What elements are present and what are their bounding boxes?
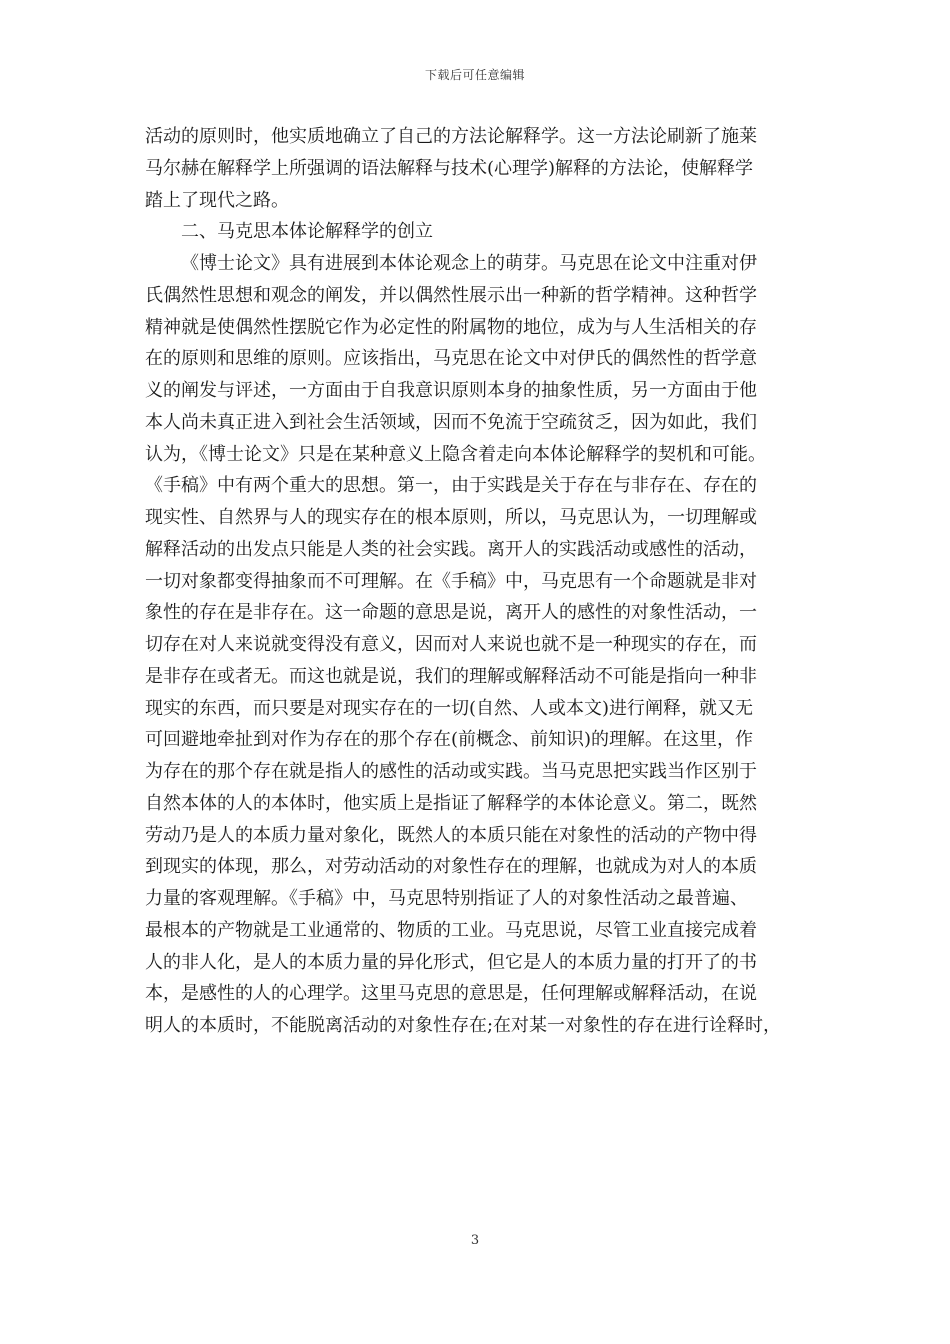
text-line: 力量的客观理解。《手稿》中，马克思特别指证了人的对象性活动之最普遍、	[145, 888, 748, 909]
text-line: 最根本的产物就是工业通常的、物质的工业。马克思说，尽管工业直接完成着	[145, 919, 757, 941]
page-number: 3	[470, 1233, 480, 1248]
text-line: 可回避地牵扯到对作为存在的那个存在(前概念、前知识)的理解。在这里，作	[145, 729, 754, 751]
text-line: 明人的本质时，不能脱离活动的对象性存在;在对某一对象性的存在进行诠释时，	[145, 1015, 782, 1036]
text-line: 一切对象都变得抽象而不可理解。在《手稿》中，马克思有一个命题就是非对	[145, 570, 757, 592]
text-line: 为存在的那个存在就是指人的感性的活动或实践。当马克思把实践当作区别于	[145, 761, 757, 782]
section-heading: 二、马克思本体论解释学的创立	[181, 221, 433, 243]
text-line: 在的原则和思维的原则。应该指出，马克思在论文中对伊氏的偶然性的哲学意	[145, 348, 757, 370]
text-line: 人的非人化，是人的本质力量的异化形式，但它是人的本质力量的打开了的书	[145, 951, 757, 973]
text-line: 劳动乃是人的本质力量对象化，既然人的本质只能在对象性的活动的产物中得	[145, 824, 757, 846]
text-line: 精神就是使偶然性摆脱它作为必定性的附属物的地位，成为与人生活相关的存	[145, 316, 757, 338]
text-line: 本人尚未真正进入到社会生活领域，因而不免流于空疏贫乏，因为如此，我们	[145, 411, 757, 433]
text-line: 是非存在或者无。而这也就是说，我们的理解或解释活动不可能是指向一种非	[145, 665, 757, 687]
text-line: 象性的存在是非存在。这一命题的意思是说，离开人的感性的对象性活动，一	[145, 602, 757, 624]
document-body	[145, 121, 817, 1042]
text-line: 《手稿》中有两个重大的思想。第一，由于实践是关于存在与非存在、存在的	[145, 475, 757, 497]
text-line: 认为，《博士论文》只是在某种意义上隐含着走向本体论解释学的契机和可能。	[145, 443, 766, 465]
text-line: 氏偶然性思想和观念的阐发，并以偶然性展示出一种新的哲学精神。这种哲学	[145, 284, 757, 306]
text-line: 马尔赫在解释学上所强调的语法解释与技术(心理学)解释的方法论，使解释学	[145, 157, 754, 179]
text-line: 切存在对人来说就变得没有意义，因而对人来说也就不是一种现实的存在，而	[145, 634, 757, 655]
text-line: 踏上了现代之路。	[145, 189, 289, 211]
text-line: 现实的东西，而只要是对现实存在的一切(自然、人或本文)进行阐释，就又无	[145, 697, 754, 719]
text-line: 义的阐发与评述，一方面由于自我意识原则本身的抽象性质，另一方面由于他	[145, 380, 757, 401]
text-line: 本，是感性的人的心理学。这里马克思的意思是，任何理解或解释活动，在说	[145, 983, 757, 1005]
text-line: 活动的原则时，他实质地确立了自己的方法论解释学。这一方法论刷新了施莱	[145, 126, 757, 147]
text-line: 自然本体的人的本体时，他实质上是指证了解释学的本体论意义。第二，既然	[145, 792, 757, 814]
paragraph-first-line: 《博士论文》具有进展到本体论观念上的萌芽。马克思在论文中注重对伊	[181, 253, 757, 274]
text-line: 解释活动的出发点只能是人类的社会实践。离开人的实践活动或感性的活动，	[145, 538, 757, 560]
text-line: 现实性、自然界与人的现实存在的根本原则，所以，马克思认为，一切理解或	[145, 507, 757, 528]
page-header: 下载后可任意编辑	[424, 68, 525, 82]
text-line: 到现实的体现，那么，对劳动活动的对象性存在的理解，也就成为对人的本质	[145, 856, 757, 878]
